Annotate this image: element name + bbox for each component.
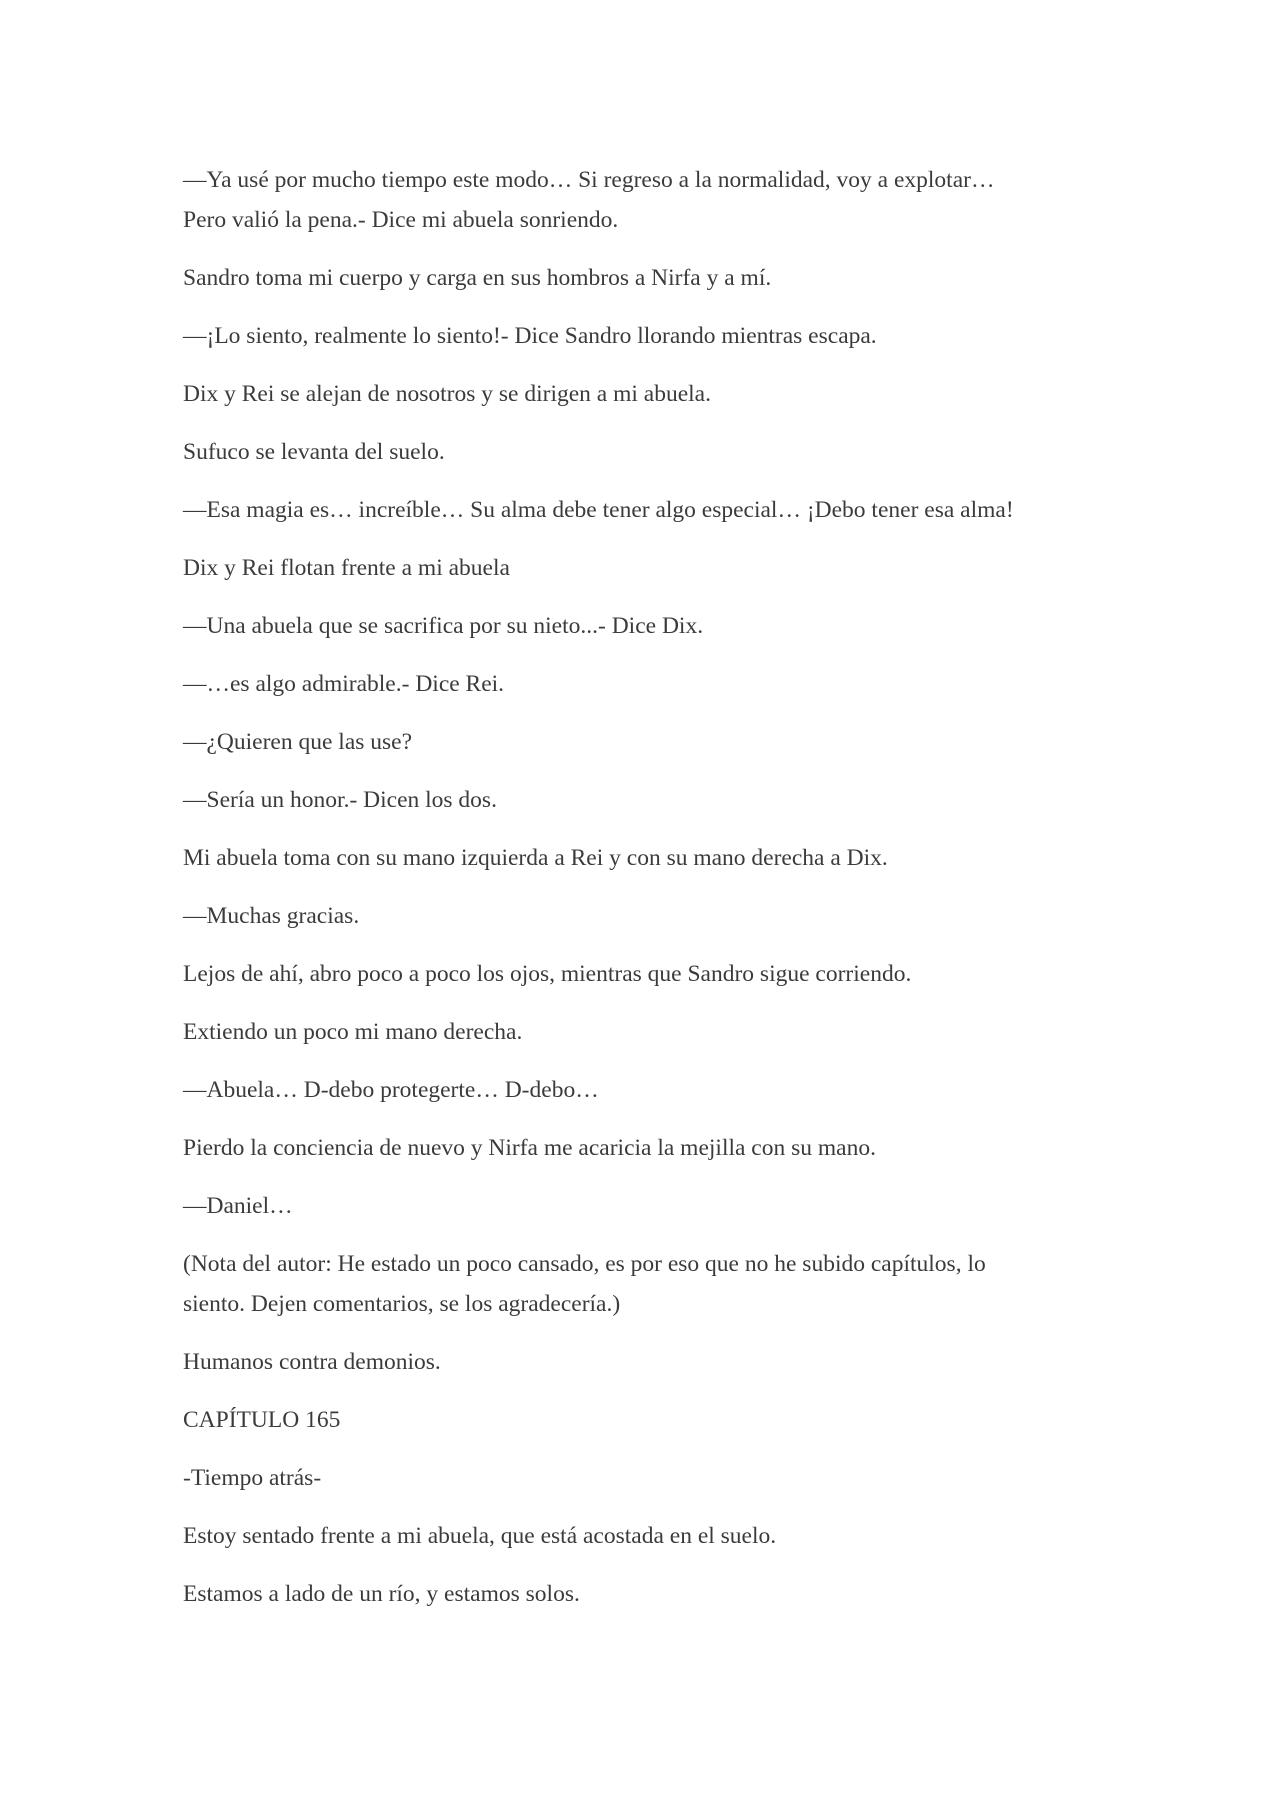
text-line: CAPÍTULO 165 (183, 1407, 341, 1433)
text-line: —Daniel… (183, 1193, 293, 1219)
paragraph (183, 374, 1123, 414)
paragraph (183, 780, 1123, 820)
paragraph (183, 1574, 1123, 1614)
text-line: Sufuco se levanta del suelo. (183, 439, 445, 465)
paragraph (183, 896, 1123, 936)
text-line: Dix y Rei flotan frente a mi abuela (183, 555, 510, 581)
paragraph (183, 160, 1123, 240)
text-line: Pero valió la pena.- Dice mi abuela sonriendo. (183, 207, 619, 233)
paragraph (183, 1458, 1123, 1498)
paragraph (183, 838, 1123, 878)
text-line: —¡Lo siento, realmente lo siento!- Dice Sandro llorando mientras escapa. (183, 323, 877, 349)
text-line: —Abuela… D-debo protegerte… D-debo… (183, 1077, 599, 1103)
text-line: Pierdo la conciencia de nuevo y Nirfa me acaricia la mejilla con su mano. (183, 1135, 876, 1161)
paragraph (183, 1128, 1123, 1168)
text-line: —¿Quieren que las use? (183, 729, 413, 755)
paragraph (183, 1186, 1123, 1226)
paragraph (183, 606, 1123, 646)
text-line: —Esa magia es… increíble… Su alma debe tener algo especial… ¡Debo tener esa alma! (183, 497, 1014, 523)
text-line: —Ya usé por mucho tiempo este modo… Si regreso a la normalidad, voy a explotar… (183, 167, 995, 193)
text-line: (Nota del autor: He estado un poco cansado, es por eso que no he subido capítulos, lo (183, 1251, 986, 1277)
text-line: —Una abuela que se sacrifica por su nieto...- Dice Dix. (183, 613, 704, 639)
paragraph (183, 1516, 1123, 1556)
document-page (183, 160, 1123, 1632)
paragraph (183, 258, 1123, 298)
paragraph (183, 316, 1123, 356)
text-line: Humanos contra demonios. (183, 1349, 441, 1375)
paragraph (183, 548, 1123, 588)
text-line: -Tiempo atrás- (183, 1465, 322, 1491)
text-line: Mi abuela toma con su mano izquierda a Rei y con su mano derecha a Dix. (183, 845, 888, 871)
text-line: Lejos de ahí, abro poco a poco los ojos, mientras que Sandro sigue corriendo. (183, 961, 912, 987)
paragraph (183, 954, 1123, 994)
paragraph (183, 1012, 1123, 1052)
paragraph (183, 1342, 1123, 1382)
text-line: Sandro toma mi cuerpo y carga en sus hombros a Nirfa y a mí. (183, 265, 772, 291)
text-line: —Sería un honor.- Dicen los dos. (183, 787, 497, 813)
text-line: Estamos a lado de un río, y estamos solos. (183, 1581, 580, 1607)
chapter-heading (183, 1400, 1123, 1440)
paragraph (183, 722, 1123, 762)
paragraph (183, 1070, 1123, 1110)
text-line: siento. Dejen comentarios, se los agradecería.) (183, 1291, 621, 1317)
text-line: —…es algo admirable.- Dice Rei. (183, 671, 505, 697)
paragraph (183, 1244, 1123, 1324)
paragraph (183, 664, 1123, 704)
paragraph (183, 490, 1123, 530)
text-line: Extiendo un poco mi mano derecha. (183, 1019, 523, 1045)
paragraph (183, 432, 1123, 472)
text-line: Estoy sentado frente a mi abuela, que está acostada en el suelo. (183, 1523, 777, 1549)
text-line: Dix y Rei se alejan de nosotros y se dirigen a mi abuela. (183, 381, 711, 407)
text-line: —Muchas gracias. (183, 903, 360, 929)
